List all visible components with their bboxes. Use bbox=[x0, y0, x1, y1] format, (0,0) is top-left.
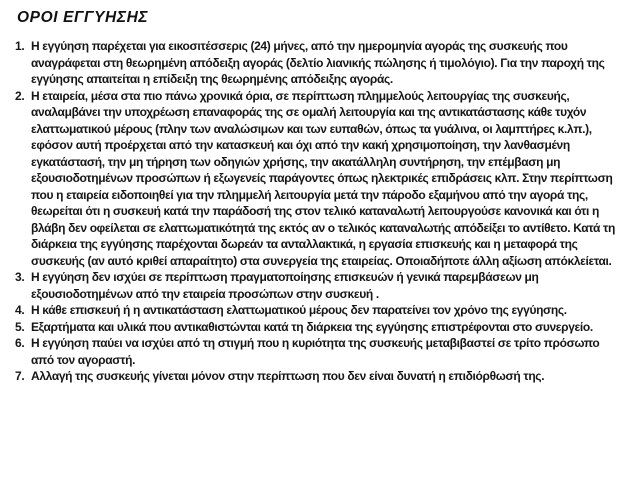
item-text: Η εγγύηση παύει να ισχύει από τη στιγμή που η κυριότητα της συσκευής μεταβιβαστεί σε τρίτο πρόσωπο από τον αγοραστή. bbox=[31, 336, 600, 367]
item-text: Η κάθε επισκευή ή η αντικατάσταση ελαττωματικού μέρους δεν παρατείνει τον χρόνο της εγγύησης. bbox=[31, 303, 567, 317]
item-text: Αλλαγή της συσκευής γίνεται μόνον στην περίπτωση που δεν είναι δυνατή η επιδιόρθωσή της. bbox=[31, 369, 545, 383]
list-item bbox=[15, 269, 615, 302]
item-text: Η εγγύηση παρέχεται για εικοσιτέσσερις (24) μήνες, από την ημερομηνία αγοράς της συσκευής που αναγράφεται στη θεωρημένη απόδειξη αγοράς (δελτίο λιανικής πώλησης ή τιμολόγιο). Για την παροχή της εγγύησης απαιτείται η επίδειξη της θεωρημένης απόδειξης αγοράς. bbox=[31, 39, 605, 86]
list-item bbox=[15, 38, 615, 88]
item-number: 2. bbox=[15, 88, 25, 103]
list-item bbox=[15, 302, 615, 319]
page-title: ΟΡΟΙ ΕΓΓΥΗΣΗΣ bbox=[17, 9, 149, 26]
item-text: Η εταιρεία, μέσα στα πιο πάνω χρονικά όρια, σε περίπτωση πλημμελούς λειτουργίας της συσκευής, αναλαμβάνει την υποχρέωση επαναφοράς της σε ομαλή λειτουργία και της αντικατάστασης κάθε τυχόν ελαττωματικού μέρους (πλην των αναλώσιμων και των ευπαθών, όπως τα γυάλινα, οι λαμπτήρες κ.λπ.), εφόσον αυτή προέρχεται από την κατασκευή και όχι από την κακή χρησιμοποίηση, την λανθασμένη εγκατάστασή, την μη τήρηση των οδηγιών χρήσης, την ακατάλληλη συντήρηση, την επέμβαση μη εξουσιοδοτημένων προσώπων ή εξωγενείς παράγοντες όπως ηλεκτρικές επιδράσεις κλπ. Στην περίπτωση που η εταιρεία ειδοποιηθεί για την πλημμελή λειτουργία μετά την πάροδο εξαμήνου από την αγορά της, θεωρείται ότι η συσκευή κατά την παράδοσή της στον τελικό καταναλωτή λειτουργούσε κανονικά και ότι η βλάβη δεν οφείλεται σε ελαττωματικότητά της εκτός αν ο τελικός καταναλωτής απόδείξει το αντίθετο. Κατά τη διάρκεια της εγγύησης παρέχονται δωρεάν τα ανταλλακτικά, η εργασία επισκευής και η μεταφορά της συσκευής (αν αυτό κριθεί απαραίτητο) στα συνεργεία της εταιρείας. Οποιαδήποτε άλλη αξίωση απόκλείεται. bbox=[31, 88, 615, 268]
item-number: 4. bbox=[15, 303, 25, 317]
list-item bbox=[15, 368, 615, 385]
warranty-terms-list bbox=[15, 38, 615, 385]
item-number: 1. bbox=[15, 39, 25, 53]
list-item bbox=[15, 335, 615, 368]
item-text: Η εγγύηση δεν ισχύει σε περίπτωση πραγματοποίησης επισκευών ή γενικά παρεμβάσεων μη εξουσιοδοτημένων από την εταιρεία προσώπων στην συσκευή . bbox=[31, 270, 539, 301]
item-text: Εξαρτήματα και υλικά που αντικαθιστώνται κατά τη διάρκεια της εγγύησης επιστρέφονται στο συνεργείο. bbox=[31, 319, 593, 334]
item-number: 6. bbox=[15, 336, 25, 350]
list-item bbox=[15, 88, 615, 270]
item-number: 3. bbox=[15, 270, 25, 284]
list-item bbox=[15, 319, 615, 336]
item-number: 5. bbox=[15, 319, 25, 334]
item-number: 7. bbox=[15, 369, 25, 383]
